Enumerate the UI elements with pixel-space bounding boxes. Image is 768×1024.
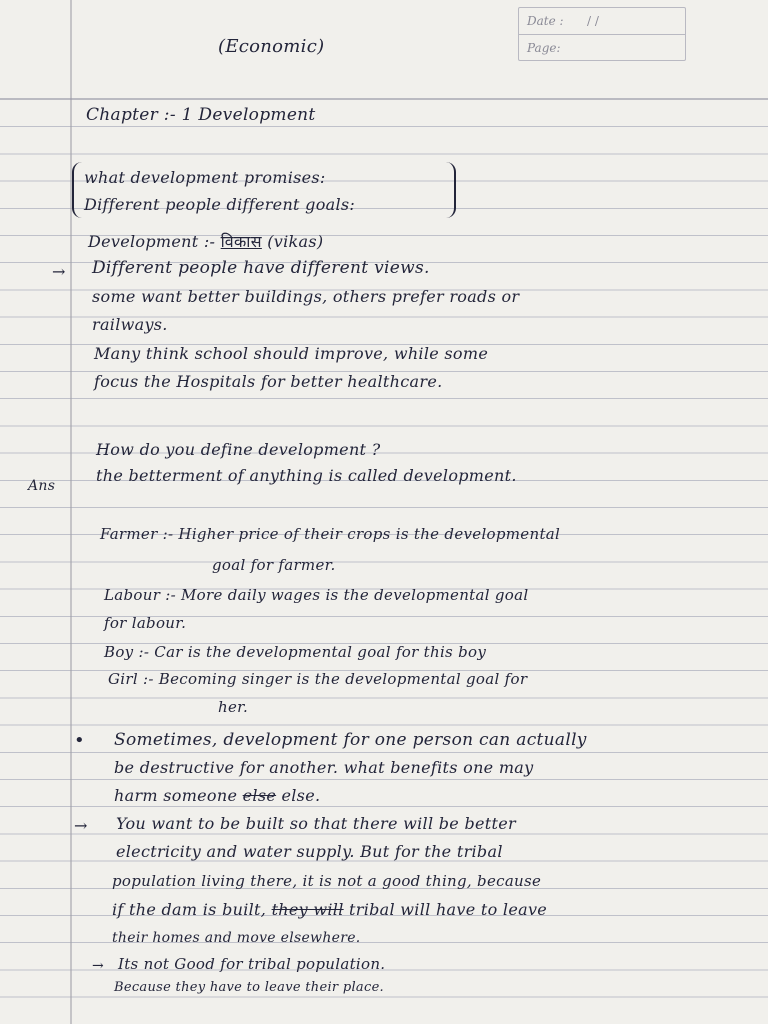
farmer-goal-line-2: goal for farmer. — [212, 556, 336, 574]
topic-what-development-promises: what development promises: — [84, 168, 326, 187]
girl-goal-line-1: Girl :- Becoming singer is the developmental goal for — [108, 670, 528, 688]
dam-line-3: population living there, it is not a good thing, because — [112, 872, 542, 890]
dam-line-5: their homes and move elsewhere. — [112, 930, 361, 946]
dam-line-4 — [112, 900, 547, 919]
development-transliteration: (vikas) — [267, 232, 324, 251]
chapter-heading: Chapter :- 1 Development — [86, 105, 316, 125]
answer-label: Ans — [28, 478, 56, 494]
tribal-note-line-1: Its not Good for tribal population. — [118, 955, 386, 973]
date-slashes: / / — [587, 14, 599, 28]
dam-line-4-start: if the dam is built, — [112, 900, 267, 919]
date-page-box — [518, 7, 686, 61]
question-define-development: How do you define development ? — [96, 440, 381, 459]
sometimes-line-3-start: harm someone — [114, 786, 238, 805]
struck-phrase: they will — [271, 900, 344, 919]
girl-goal-line-2: her. — [218, 698, 249, 716]
development-definition-line — [88, 230, 323, 252]
sometimes-line-3 — [114, 786, 320, 805]
labour-goal-line-1: Labour :- More daily wages is the developmental goal — [104, 586, 529, 604]
date-label: Date : — [527, 14, 564, 28]
tribal-note-line-2: Because they have to leave their place. — [114, 980, 384, 995]
page-row — [519, 35, 685, 61]
note-buildings: some want better buildings, others prefer roads or — [92, 287, 520, 306]
bullet-dot-icon: • — [74, 730, 85, 751]
arrow-bullet-icon: → — [92, 958, 105, 974]
struck-word: else — [242, 786, 277, 805]
dam-line-2: electricity and water supply. But for the tribal — [116, 842, 503, 861]
development-term: Development :- — [88, 232, 216, 251]
arrow-bullet-icon: → — [74, 816, 88, 835]
note-school: Many think school should improve, while some — [94, 344, 489, 363]
sometimes-line-3-end: else. — [281, 786, 321, 805]
dam-line-1: You want to be built so that there will be better — [116, 814, 516, 833]
development-hindi: विकास — [220, 232, 262, 251]
note-different-views: Different people have different views. — [92, 258, 430, 278]
sometimes-line-1: Sometimes, development for one person can actually — [114, 730, 587, 750]
farmer-goal-line-1: Farmer :- Higher price of their crops is the developmental — [100, 525, 561, 543]
date-row — [519, 8, 685, 35]
subject-title: (Economic) — [218, 36, 325, 57]
dam-line-4-end: tribal will have to leave — [349, 900, 548, 919]
margin-line — [70, 0, 72, 1024]
answer-text: the betterment of anything is called development. — [96, 466, 517, 485]
topic-different-goals: Different people different goals: — [84, 195, 356, 214]
boy-goal-line: Boy :- Car is the developmental goal for this boy — [104, 643, 487, 661]
note-railways: railways. — [92, 315, 168, 334]
arrow-bullet-icon: → — [52, 262, 66, 281]
header-rule — [0, 98, 768, 100]
page-label: Page: — [527, 41, 561, 55]
labour-goal-line-2: for labour. — [104, 614, 187, 632]
note-hospitals: focus the Hospitals for better healthcare. — [94, 372, 443, 391]
sometimes-line-2: be destructive for another. what benefits one may — [114, 758, 534, 777]
